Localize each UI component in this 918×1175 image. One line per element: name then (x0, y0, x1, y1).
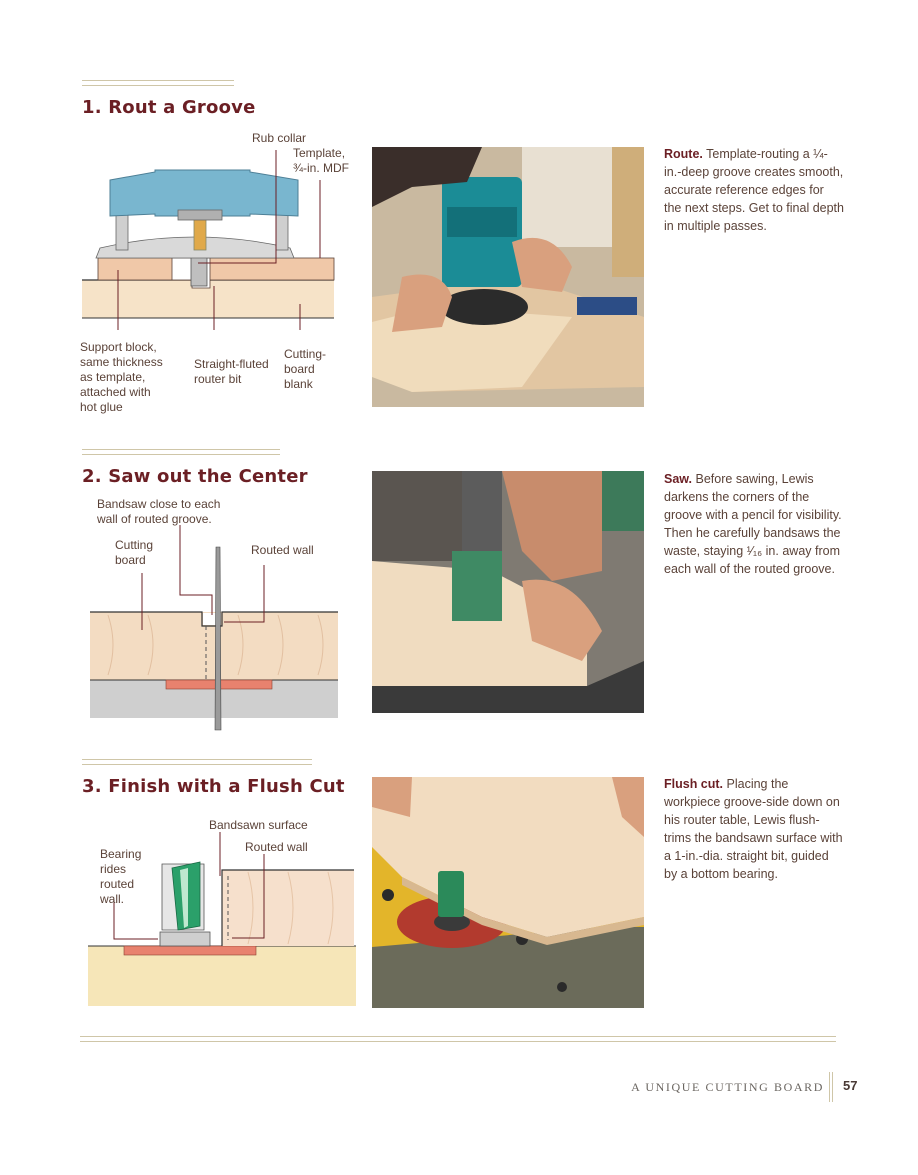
label-routed-wall-3: Routed wall (245, 840, 308, 854)
flush-cut-photo (372, 777, 644, 1008)
caption-saw (664, 470, 844, 578)
label-rub-collar: Rub collar (252, 131, 307, 145)
flush-cut-photo-image (372, 777, 644, 1008)
label-router-bit: Straight-fluted router bit (194, 357, 269, 386)
footer-separator (829, 1072, 833, 1102)
section-rule-1 (82, 80, 234, 86)
running-footer-title: A UNIQUE CUTTING BOARD (631, 1080, 824, 1094)
sawing-photo-image (372, 471, 644, 713)
section-rule-3 (82, 759, 312, 765)
label-routed-wall-2: Routed wall (251, 543, 314, 557)
routing-photo-image (372, 147, 644, 407)
section-heading-3: 3. Finish with a Flush Cut (82, 776, 345, 797)
caption-saw-text: Before sawing, Lewis darkens the corners of the groove with a pencil for visibility. Then he carefully bandsaws the waste, staying ¹⁄₁₆ in. away from each wall of the routed groove. (664, 472, 842, 576)
caption-route (664, 145, 844, 235)
section-heading-1: 1. Rout a Groove (82, 97, 256, 118)
caption-saw-lead: Saw. (664, 472, 693, 486)
sawing-photo (372, 471, 644, 713)
caption-route-lead: Route. (664, 147, 703, 161)
footer-rule (80, 1036, 836, 1042)
label-bearing: Bearing rides routed wall. (100, 847, 142, 906)
caption-route-text: Template-routing a ¼-in.-deep groove creates smooth, accurate reference edges for the next steps. Get to final depth in multiple passes. (664, 147, 844, 233)
routing-photo (372, 147, 644, 407)
caption-flush-cut-text: Placing the workpiece groove-side down on his router table, Lewis flush-trims the bandsawn surface with a 1-in.-dia. straight bit, guided by a bottom bearing. (664, 777, 843, 881)
section-rule-2 (82, 449, 280, 455)
label-template: Template, ¾-in. MDF (293, 146, 350, 175)
caption-flush-cut-lead: Flush cut. (664, 777, 724, 791)
section-heading-2: 2. Saw out the Center (82, 466, 308, 487)
caption-flush-cut (664, 775, 844, 883)
label-bandsawn-surface: Bandsawn surface (209, 818, 308, 832)
page-number: 57 (843, 1078, 858, 1093)
label-support-block: Support block, same thickness as template, attached with hot glue (80, 340, 163, 414)
label-cutting-board: Cutting board (115, 538, 154, 567)
label-bandsaw-note: Bandsaw close to each wall of routed groove. (97, 497, 221, 526)
label-blank: Cutting- board blank (284, 347, 327, 391)
